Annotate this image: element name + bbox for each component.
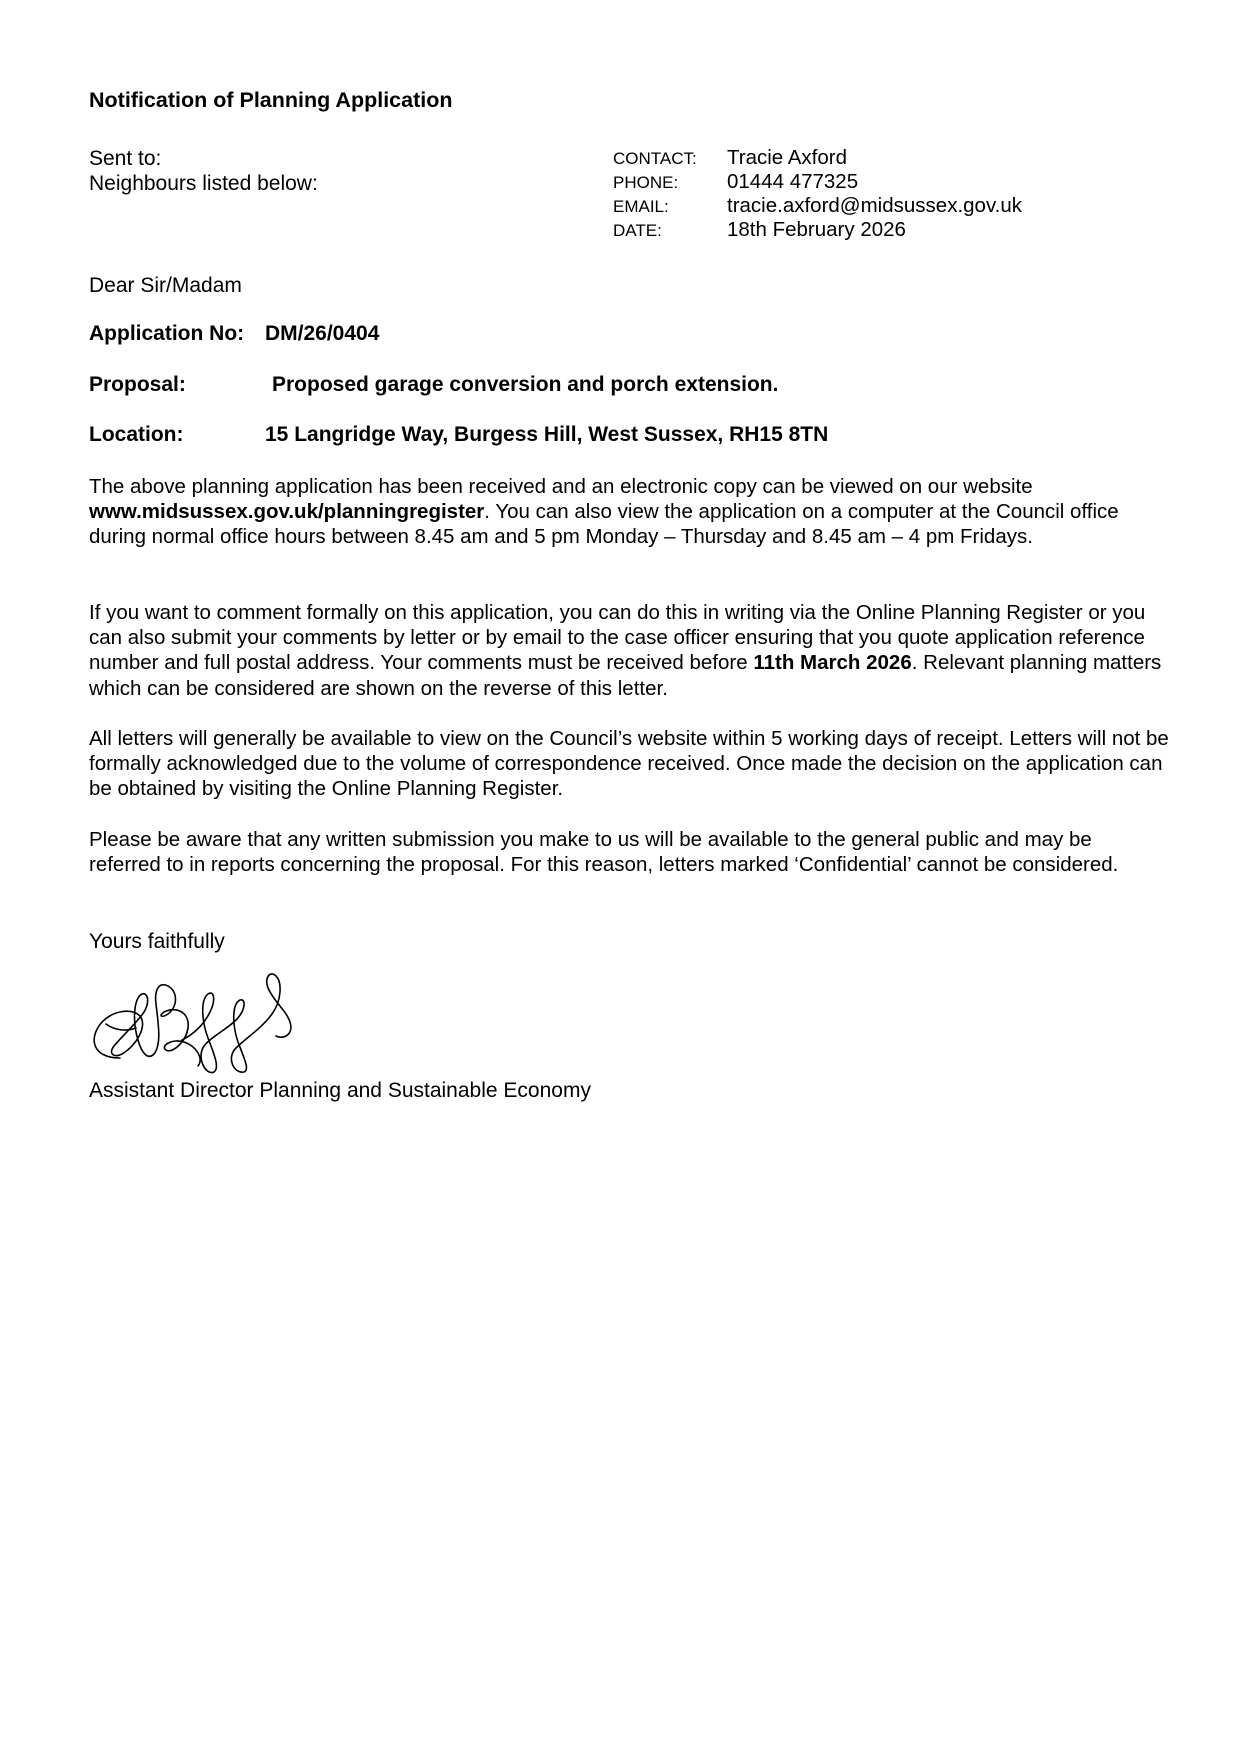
paragraph-comments-rest: . Relevant planning matters which can be considered are shown on the reverse of this letter.: [89, 651, 1162, 700]
sent-to-label: Sent to:: [89, 147, 162, 170]
paragraph-confidential: Please be aware that any written submission you make to us will be available to the general public and may be referred to in reports concerning the proposal. For this reason, letters marked ‘Confidential’ cannot be considered.: [89, 828, 1119, 877]
proposal-value: Proposed garage conversion and porch extension.: [272, 373, 779, 396]
paragraph-letters: All letters will generally be available to view on the Council’s website within 5 working days of receipt. Letters will not be formally acknowledged due to the volume of correspondence received. Once made the decision on the application can be obtained by visiting the Online Planning Register.: [89, 727, 1169, 801]
signature-image: [86, 958, 298, 1076]
paragraph-website-rest: . You can also view the application on a computer at the Council office during normal office hours between 8.45 am and 5 pm Monday – Thursday and 8.45 am – 4 pm Fridays.: [89, 500, 1119, 549]
date-value: 18th February 2026: [727, 218, 906, 241]
proposal-label: Proposal:: [89, 373, 186, 396]
email-value: tracie.axford@midsussex.gov.uk: [727, 194, 1023, 217]
recipient-block: [89, 146, 318, 196]
phone-value: 01444 477325: [727, 170, 859, 193]
location-value: 15 Langridge Way, Burgess Hill, West Sussex, RH15 8TN: [265, 423, 829, 446]
contact-label: CONTACT:: [613, 149, 697, 168]
greeting: Dear Sir/Madam: [89, 274, 242, 297]
sent-to-value: Neighbours listed below:: [89, 172, 318, 195]
application-no-value: DM/26/0404: [265, 322, 380, 345]
application-no-label: Application No:: [89, 322, 245, 345]
paragraph-comments: [89, 600, 1169, 701]
date-label: DATE:: [613, 221, 662, 240]
signatory-title: Assistant Director Planning and Sustainable Economy: [89, 1079, 591, 1102]
paragraph-website-intro: The above planning application has been received and an electronic copy can be viewed on our website: [89, 475, 1033, 498]
paragraph-website: [89, 474, 1169, 550]
phone-row: [613, 170, 1022, 194]
closing: Yours faithfully: [89, 930, 225, 953]
contact-row: [613, 146, 1022, 170]
contact-details: [613, 146, 1022, 242]
email-label: EMAIL:: [613, 197, 669, 216]
email-row: [613, 194, 1022, 218]
comment-deadline: 11th March 2026: [753, 651, 912, 675]
planning-register-link[interactable]: www.midsussex.gov.uk/planningregister: [89, 500, 485, 524]
paragraph-comments-intro: If you want to comment formally on this application, you can do this in writing via the Online Planning Register or you can also submit your comments by letter or by email to the case officer ensuring that you quote application reference number and full postal address. Your comments must be received before: [89, 601, 1146, 675]
location-label: Location:: [89, 423, 184, 446]
phone-label: PHONE:: [613, 173, 679, 192]
contact-name: Tracie Axford: [727, 146, 848, 169]
letter-title: Notification of Planning Application: [89, 88, 453, 112]
date-row: [613, 218, 1022, 242]
